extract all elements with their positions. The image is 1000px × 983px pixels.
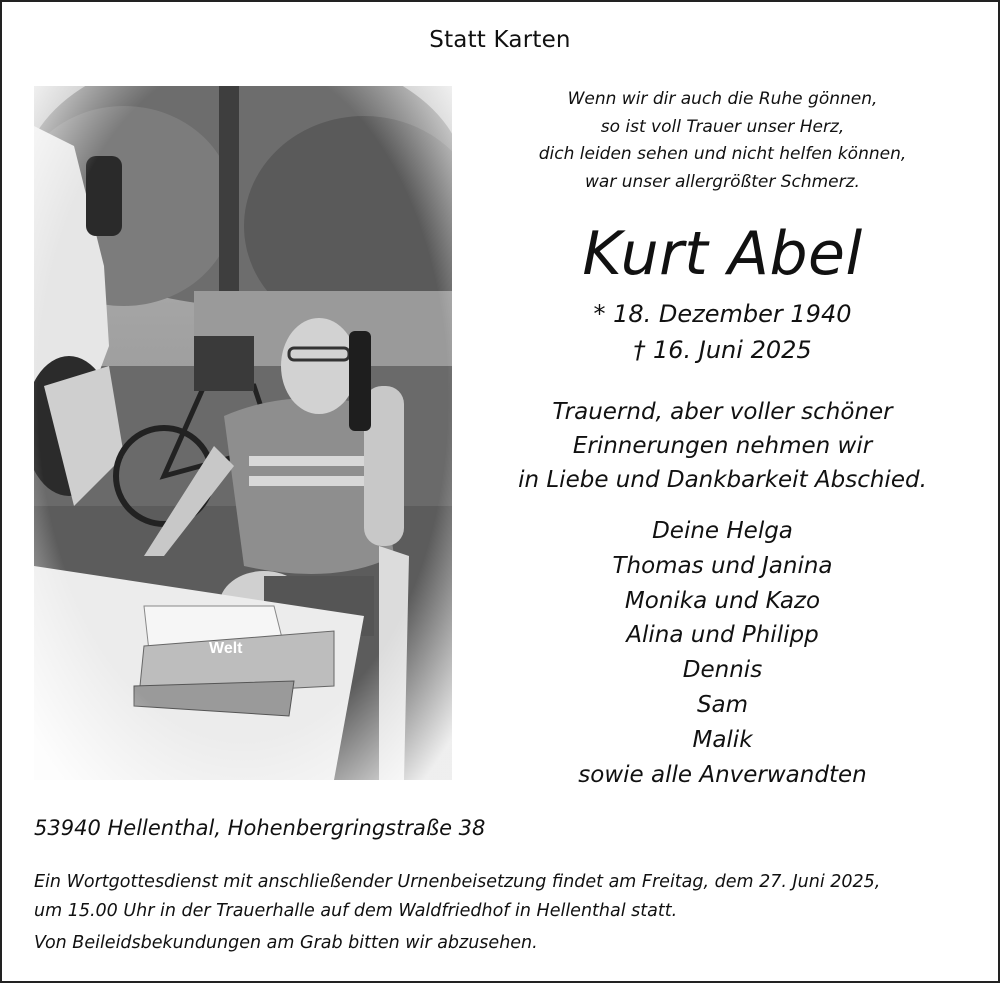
family-member: Thomas und Janina [612, 552, 833, 579]
poem-line: dich leiden sehen und nicht helfen können, [538, 144, 907, 164]
family-member: sowie alle Anverwandten [578, 761, 867, 788]
family-member: Dennis [682, 657, 763, 684]
notice-header: Statt Karten [429, 27, 571, 53]
life-dates [490, 296, 955, 368]
birth-date: * 18. Dezember 1940 [593, 300, 852, 328]
poem-line: Wenn wir dir auch die Ruhe gönnen, [567, 89, 878, 109]
family-address: 53940 Hellenthal, Hohenbergringstraße 38 [34, 816, 486, 840]
mourning-text [490, 395, 955, 497]
mourning-line: Trauernd, aber voller schöner [552, 399, 893, 425]
memorial-poem [490, 86, 955, 196]
family-member: Alina und Philipp [626, 622, 819, 649]
service-info [34, 868, 880, 926]
family-member: Malik [692, 726, 753, 753]
mourning-line: in Liebe und Dankbarkeit Abschied. [518, 467, 927, 493]
family-member: Monika und Kazo [624, 587, 821, 614]
family-list [490, 514, 955, 792]
poem-line: so ist voll Trauer unser Herz, [600, 116, 845, 137]
poem-line: war unser allergrößter Schmerz. [585, 171, 860, 192]
deceased-name: Kurt Abel [582, 219, 863, 289]
service-line: Ein Wortgottesdienst mit anschließender Urnenbeisetzung findet am Freitag, dem 27. Juni 2025, [34, 872, 881, 892]
mourning-line: Erinnerungen nehmen wir [572, 433, 873, 459]
service-line: um 15.00 Uhr in der Trauerhalle auf dem Waldfriedhof in Hellenthal statt. [34, 901, 678, 921]
portrait-photo [34, 86, 452, 780]
closing-note: Von Beileidsbekundungen am Grab bitten wir abzusehen. [34, 933, 538, 953]
death-date: † 16. Juni 2025 [633, 336, 812, 364]
family-member: Deine Helga [652, 518, 793, 544]
family-member: Sam [696, 691, 749, 718]
